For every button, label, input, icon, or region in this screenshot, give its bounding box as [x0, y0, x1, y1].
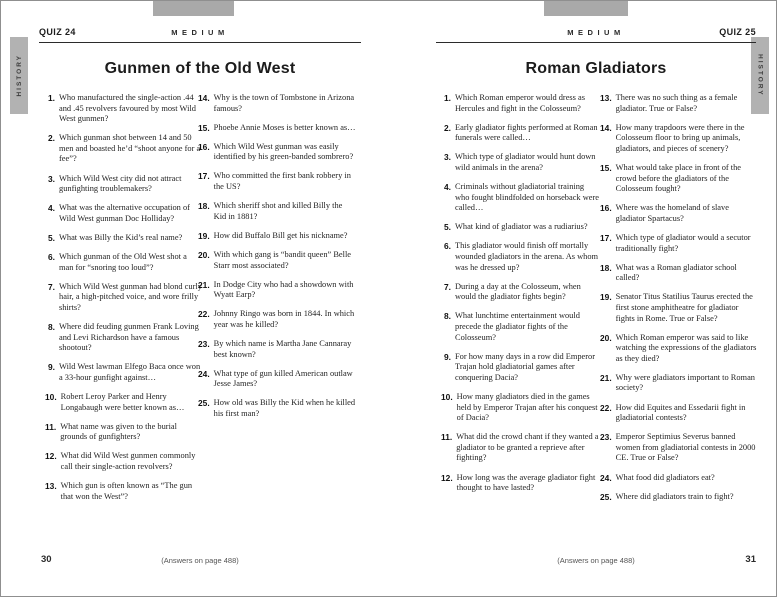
question-item	[45, 233, 203, 244]
question-item	[600, 233, 758, 254]
question-number: 20.	[600, 332, 612, 343]
question-text: Robert Leroy Parker and Henry Longabaugh were better known as…	[60, 391, 185, 412]
question-number: 10.	[441, 391, 453, 402]
question-item	[45, 252, 203, 273]
question-text: Johnny Ringo was born in 1844. In which year was he killed?	[213, 309, 355, 329]
question-number: 3.	[48, 173, 55, 184]
question-text: Which gunman shot between 14 and 50 men and boasted he’d “shoot anyone for a fee”?	[59, 133, 201, 164]
question-number: 1.	[444, 93, 451, 103]
question-item	[198, 201, 356, 222]
question-text: Why were gladiators important to Roman society?	[615, 372, 755, 393]
question-item	[198, 398, 356, 419]
question-text: Where did gladiators train to fight?	[615, 491, 734, 501]
side-tab-label: HISTORY	[15, 54, 23, 97]
question-number: 9.	[48, 362, 55, 373]
question-text: Senator Titus Statilius Taurus erected the first stone amphitheatre for gladiator fights in Rome. True or False?	[615, 292, 753, 323]
question-item	[441, 311, 599, 343]
quiz-number-label: QUIZ 25	[719, 27, 756, 37]
question-text: With which gang is “bandit queen” Belle Starr most associated?	[213, 249, 352, 270]
question-text: During a day at the Colosseum, when would the gladiator fights begin?	[455, 281, 581, 302]
question-text: Who committed the first bank robbery in the US?	[213, 171, 351, 192]
question-text: How did Buffalo Bill get his nickname?	[213, 230, 348, 240]
question-number: 17.	[198, 171, 210, 182]
question-item	[441, 473, 599, 494]
question-number: 6.	[48, 252, 55, 263]
question-text: Who manufactured the single-action .44 and .45 revolvers favoured by most Wild West gunmen?	[59, 93, 196, 124]
question-item	[600, 333, 758, 365]
question-item	[198, 309, 356, 330]
question-item	[198, 339, 356, 360]
question-number: 5.	[444, 222, 451, 233]
question-number: 25.	[600, 491, 612, 502]
side-tab-history-left	[10, 37, 28, 114]
question-text: How many gladiators died in the games held by Emperor Trajan after his conquest of Dacia?	[456, 391, 598, 423]
question-text: Which type of gladiator would a secutor traditionally fight?	[615, 232, 751, 253]
question-number: 16.	[600, 203, 612, 214]
question-number: 6.	[444, 241, 451, 252]
question-item	[600, 263, 758, 284]
left-page-questions-column-2	[198, 93, 356, 428]
question-number: 23.	[600, 432, 612, 443]
question-number: 19.	[198, 230, 210, 241]
question-number: 18.	[198, 201, 210, 212]
question-text: Which gun is often known as “The gun that won the West”?	[60, 481, 193, 501]
question-text: Emperor Septimius Severus banned women from gladiatorial contests in 2000 CE. True or False?	[615, 432, 756, 463]
right-answers-note: (Answers on page 488)	[557, 556, 635, 565]
question-item	[45, 362, 203, 383]
question-number: 22.	[198, 309, 210, 320]
question-number: 14.	[198, 93, 210, 103]
question-text: What name was given to the burial grounds of gunfighters?	[60, 421, 177, 442]
question-number: 11.	[45, 421, 57, 432]
question-text: Wild West lawman Elfego Baca once won a 33-hour gunfight against…	[59, 362, 201, 382]
question-text: Which Roman emperor would dress as Hercules and fight in the Colosseum?	[455, 93, 586, 113]
top-tab-left	[153, 1, 234, 16]
question-number: 2.	[48, 133, 55, 144]
question-item	[600, 292, 758, 324]
question-text: Why is the town of Tombstone in Arizona famous?	[213, 93, 355, 113]
question-number: 9.	[444, 351, 451, 362]
right-page-title: Roman Gladiators	[525, 60, 667, 77]
left-page-title: Gunmen of the Old West	[104, 60, 296, 77]
right-page-questions-column-2	[600, 93, 758, 511]
question-item	[441, 432, 599, 464]
question-item	[441, 152, 599, 173]
question-text: Which Wild West gunman had blond curly hair, a high-pitched voice, and wore frilly shirts?	[59, 281, 202, 312]
question-number: 19.	[600, 292, 612, 303]
question-text: What was a Roman gladiator school called?	[615, 262, 737, 283]
question-item	[600, 93, 758, 114]
question-number: 16.	[198, 141, 210, 152]
question-item	[198, 123, 356, 134]
quiz-number-label: QUIZ 24	[39, 27, 76, 37]
question-item	[45, 93, 203, 125]
question-item	[441, 352, 599, 384]
question-text: What did the crowd chant if they wanted a gladiator to be granted a reprieve after fighting?	[456, 432, 599, 463]
question-item	[198, 280, 356, 301]
question-number: 4.	[48, 203, 55, 214]
question-item	[198, 142, 356, 163]
question-number: 15.	[198, 122, 210, 133]
question-number: 13.	[45, 481, 57, 492]
left-page-number: 30	[41, 554, 52, 565]
question-number: 25.	[198, 398, 210, 409]
question-number: 21.	[198, 279, 210, 290]
question-text: Criminals without gladiatorial training who fought blindfolded on horseback were called…	[455, 182, 599, 213]
question-item	[600, 373, 758, 394]
question-number: 1.	[48, 93, 55, 103]
question-item	[198, 369, 356, 390]
right-page-header	[436, 25, 756, 43]
question-number: 21.	[600, 372, 612, 383]
question-number: 5.	[48, 232, 55, 243]
question-number: 18.	[600, 262, 612, 273]
question-number: 15.	[600, 162, 612, 173]
question-number: 4.	[444, 182, 451, 193]
question-item	[198, 250, 356, 271]
question-item	[600, 163, 758, 195]
question-number: 13.	[600, 93, 612, 103]
question-item	[45, 174, 203, 195]
question-text: What was Billy the Kid’s real name?	[59, 232, 183, 242]
question-number: 12.	[45, 451, 57, 462]
question-text: Which type of gladiator would hunt down wild animals in the arena?	[455, 152, 596, 172]
question-item	[600, 432, 758, 464]
question-text: For how many days in a row did Emperor Trajan hold gladiatorial games after conquering Dacia?	[455, 351, 596, 382]
side-tab-label: HISTORY	[756, 54, 764, 97]
question-item	[441, 93, 599, 114]
question-item	[45, 203, 203, 224]
question-number: 7.	[48, 281, 55, 292]
question-item	[45, 481, 203, 502]
question-item	[45, 133, 203, 165]
question-text: Phoebe Annie Moses is better known as…	[213, 122, 356, 132]
left-page-questions-column-1	[45, 93, 203, 511]
question-item	[441, 392, 599, 424]
question-item	[198, 171, 356, 192]
question-number: 8.	[444, 311, 451, 322]
question-number: 17.	[600, 232, 612, 243]
question-item	[600, 123, 758, 155]
question-number: 11.	[441, 432, 453, 443]
question-item	[441, 282, 599, 303]
question-text: What kind of gladiator was a rudiarius?	[455, 222, 588, 232]
question-item	[198, 231, 356, 242]
question-number: 7.	[444, 281, 451, 292]
question-number: 2.	[444, 122, 451, 133]
question-number: 20.	[198, 249, 210, 260]
question-number: 14.	[600, 122, 612, 133]
question-text: How did Equites and Essedarii fight in gladiatorial contests?	[615, 402, 746, 423]
question-item	[198, 93, 356, 114]
question-item	[600, 492, 758, 503]
question-text: How old was Billy the Kid when he killed his first man?	[213, 398, 356, 418]
question-text: Which sheriff shot and killed Billy the Kid in 1881?	[213, 201, 343, 221]
question-text: Early gladiator fights performed at Roman funerals were called…	[455, 122, 598, 143]
question-text: What type of gun killed American outlaw Jesse James?	[213, 368, 353, 389]
question-item	[600, 203, 758, 224]
question-item	[45, 282, 203, 314]
question-item	[45, 392, 203, 413]
question-text: Which Roman emperor was said to like watching the expressions of the gladiators as they died?	[615, 332, 757, 363]
top-tab-right	[544, 1, 628, 16]
question-text: How long was the average gladiator fight thought to have lasted?	[456, 472, 596, 493]
question-item	[441, 241, 599, 273]
question-text: Where did feuding gunmen Frank Loving and Levi Richardson have a famous shootout?	[59, 322, 199, 353]
question-item	[441, 222, 599, 233]
question-item	[600, 473, 758, 484]
question-text: There was no such thing as a female gladiator. True or False?	[615, 93, 738, 113]
question-text: Which Wild West gunman was easily identified by his green-banded sombrero?	[213, 141, 354, 162]
question-text: By which name is Martha Jane Cannaray best known?	[213, 339, 352, 359]
question-number: 12.	[441, 472, 453, 483]
question-text: What lunchtime entertainment would precede the gladiator fights of the Colosseum?	[455, 311, 580, 342]
question-number: 8.	[48, 322, 55, 332]
question-item	[600, 403, 758, 424]
difficulty-label: MEDIUM	[567, 28, 625, 37]
question-number: 24.	[198, 368, 210, 379]
question-text: Which gunman of the Old West shot a man for “snoring too loud”?	[59, 252, 187, 272]
question-item	[45, 322, 203, 354]
question-item	[45, 451, 203, 472]
question-item	[45, 422, 203, 443]
question-text: How many trapdoors were there in the Colosseum floor to bring up animals, gladiators, and pieces of scenery?	[615, 122, 745, 153]
question-item	[441, 123, 599, 144]
right-page-questions-column-1	[441, 93, 599, 502]
left-answers-note: (Answers on page 488)	[161, 556, 239, 565]
left-page-header	[39, 25, 361, 43]
question-number: 24.	[600, 472, 612, 483]
right-page-number: 31	[745, 554, 756, 565]
question-number: 23.	[198, 339, 210, 349]
question-text: What was the alternative occupation of Wild West gunman Doc Holliday?	[59, 203, 190, 223]
question-text: This gladiator would finish off mortally wounded gladiators in the arena. As whom was he dressed up?	[455, 241, 599, 272]
question-text: Which Wild West city did not attract gunfighting troublemakers?	[59, 173, 182, 194]
question-text: What did Wild West gunmen commonly call their single-action revolvers?	[60, 451, 196, 471]
question-item	[441, 182, 599, 214]
question-text: In Dodge City who had a showdown with Wyatt Earp?	[213, 279, 354, 300]
question-text: Where was the homeland of slave gladiator Spartacus?	[615, 203, 729, 223]
question-number: 22.	[600, 402, 612, 413]
question-number: 10.	[45, 391, 57, 402]
difficulty-label: MEDIUM	[171, 28, 229, 37]
question-number: 3.	[444, 152, 451, 163]
question-text: What food did gladiators eat?	[615, 472, 715, 482]
question-text: What would take place in front of the crowd before the gladiators of the Colosseum fought?	[615, 162, 742, 194]
